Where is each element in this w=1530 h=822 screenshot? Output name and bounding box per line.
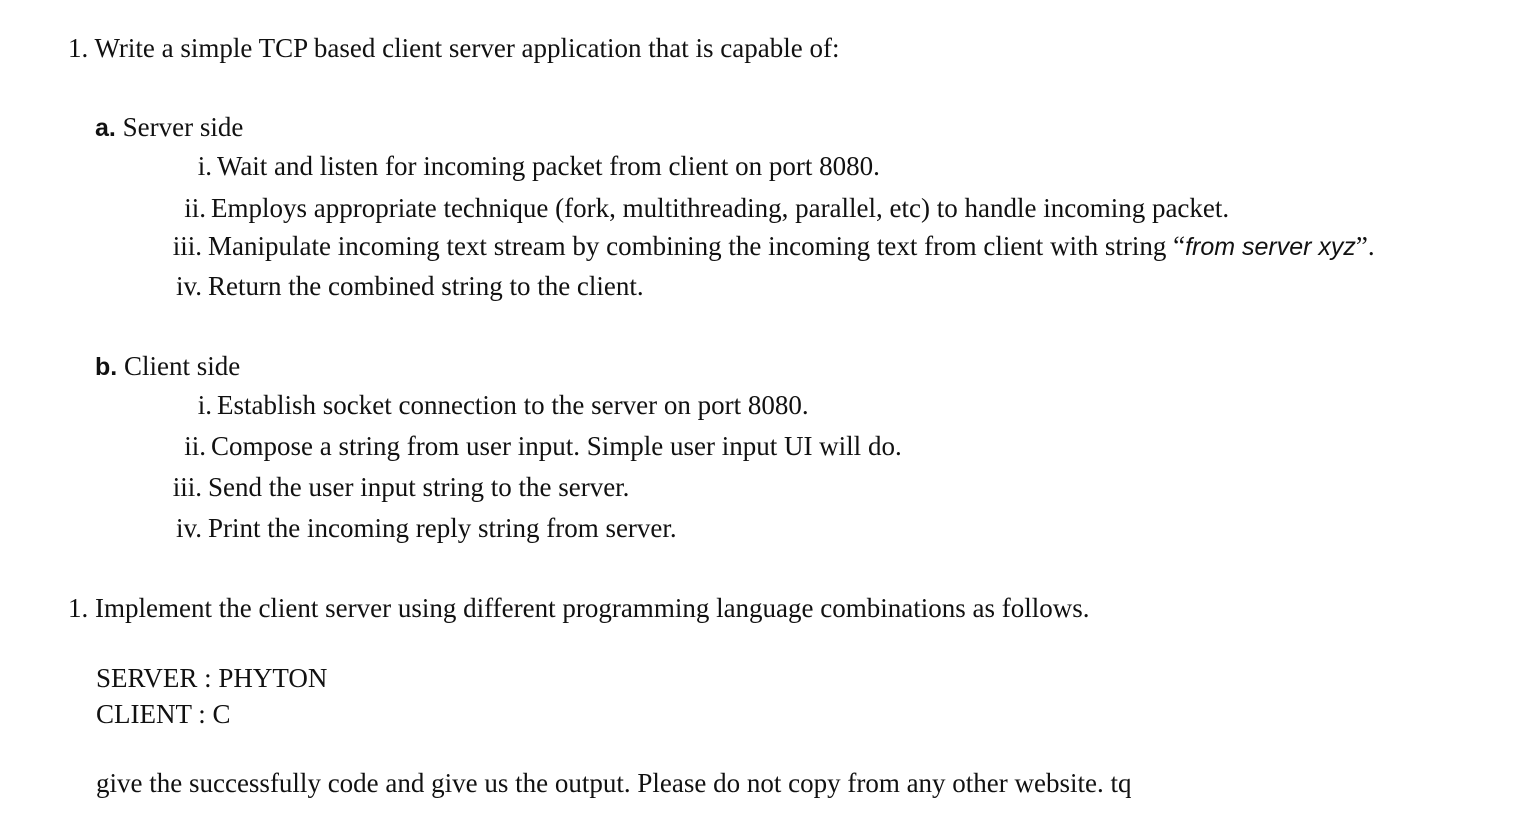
question-2-text: Implement the client server using different programming language combinations as follows. (95, 593, 1090, 623)
server-side-heading (95, 111, 243, 144)
server-item-3-text-after: ”. (1355, 231, 1375, 261)
server-item-3-number: iii. (172, 231, 202, 261)
server-item-2-text: Employs appropriate technique (fork, multithreading, parallel, etc) to handle incoming packet. (211, 193, 1230, 223)
question-1 (68, 32, 839, 64)
server-item-3-text-before: Manipulate incoming text stream by combining the incoming text from client with string “ (208, 231, 1186, 261)
server-item-3-italic: from server xyz (1185, 233, 1356, 261)
request-note: give the successfully code and give us the output. Please do not copy from any other website. tq (96, 768, 1132, 798)
server-language: SERVER : PHYTON (96, 663, 328, 693)
client-item-3-number: iii. (172, 472, 202, 502)
server-item-3-text (208, 230, 1375, 263)
client-item-3-text: Send the user input string to the server. (208, 472, 630, 502)
client-item-1-text: Establish socket connection to the server on port 8080. (217, 390, 809, 420)
client-language: CLIENT : C (96, 699, 231, 729)
server-item-4-number: iv. (176, 271, 202, 301)
client-item-4-number: iv. (176, 513, 202, 543)
client-side-title: Client side (123, 351, 241, 381)
client-item-1-number: i. (197, 390, 212, 420)
client-item-2-text: Compose a string from user input. Simple user input UI will do. (211, 431, 902, 461)
client-item-4-text: Print the incoming reply string from server. (208, 513, 677, 543)
server-item-4-text: Return the combined string to the client. (208, 271, 644, 301)
client-side-letter: b. (95, 353, 118, 381)
question-2 (68, 592, 1090, 624)
question-1-text: Write a simple TCP based client server application that is capable of: (94, 33, 840, 63)
client-item-2-number: ii. (184, 431, 206, 461)
question-2-number: 1. (68, 593, 89, 623)
server-item-1-number: i. (197, 151, 212, 181)
server-side-title: Server side (122, 112, 244, 142)
server-item-1-text: Wait and listen for incoming packet from client on port 8080. (217, 151, 880, 181)
server-item-2-number: ii. (184, 193, 206, 223)
server-side-letter: a. (95, 114, 116, 142)
client-side-heading (95, 350, 240, 383)
question-1-number: 1. (68, 33, 89, 63)
